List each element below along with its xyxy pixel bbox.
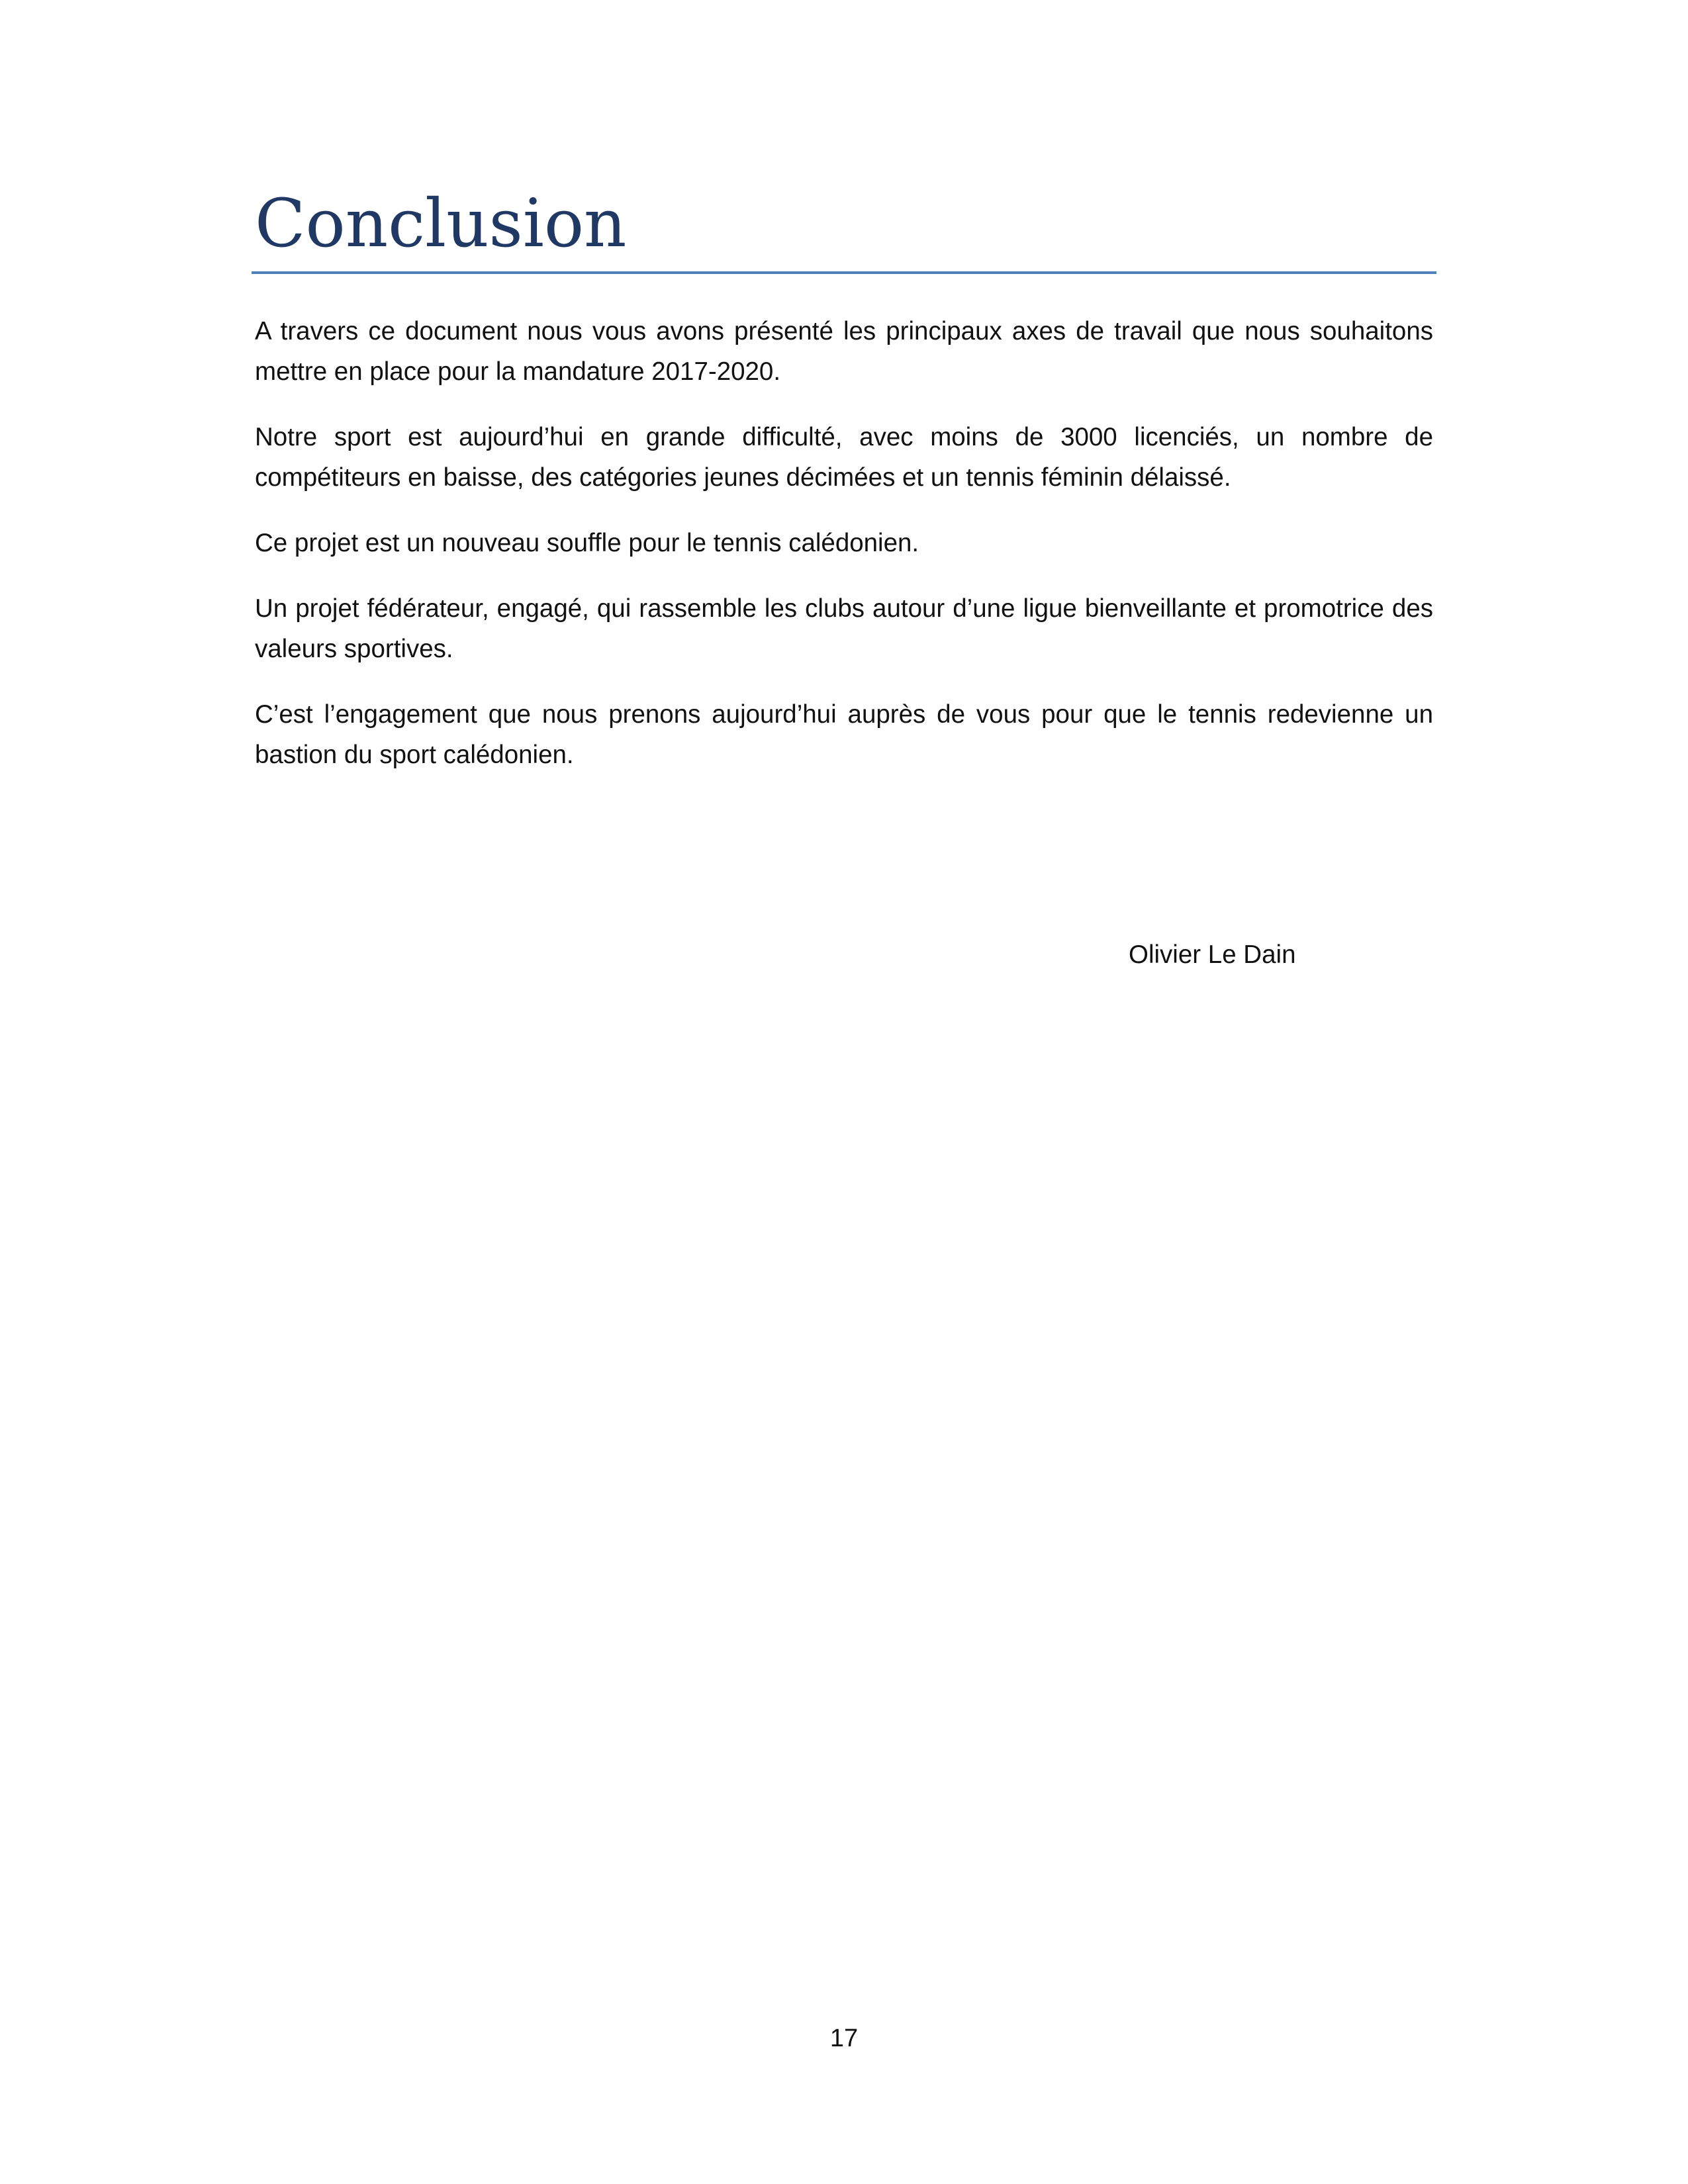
page-number: 17 (829, 2025, 859, 2052)
paragraph-federating: Un projet fédérateur, engagé, qui rassemble les clubs autour d’une ligue bienveillante et promotrice des valeurs sportives. (255, 594, 1433, 663)
paragraph-difficulty: Notre sport est aujourd’hui en grande difficulté, avec moins de 3000 licenciés, un nombre de compétiteurs en baisse, des catégories jeunes décimées et un tennis féminin délaissé. (255, 423, 1433, 492)
title-underline (252, 271, 1436, 274)
signature: Olivier Le Dain (1129, 940, 1296, 969)
paragraph-intro: A travers ce document nous vous avons présenté les principaux axes de travail que nous souhaitons mettre en place pour la mandature 2017-2020. (255, 317, 1433, 386)
body-text (255, 311, 1433, 800)
paragraph-project: Ce projet est un nouveau souffle pour le tennis calédonien. (255, 529, 919, 557)
paragraph-commitment: C’est l’engagement que nous prenons aujourd’hui auprès de vous pour que le tennis redevienne un bastion du sport calédonien. (255, 700, 1433, 769)
page-title: Conclusion (255, 185, 627, 262)
